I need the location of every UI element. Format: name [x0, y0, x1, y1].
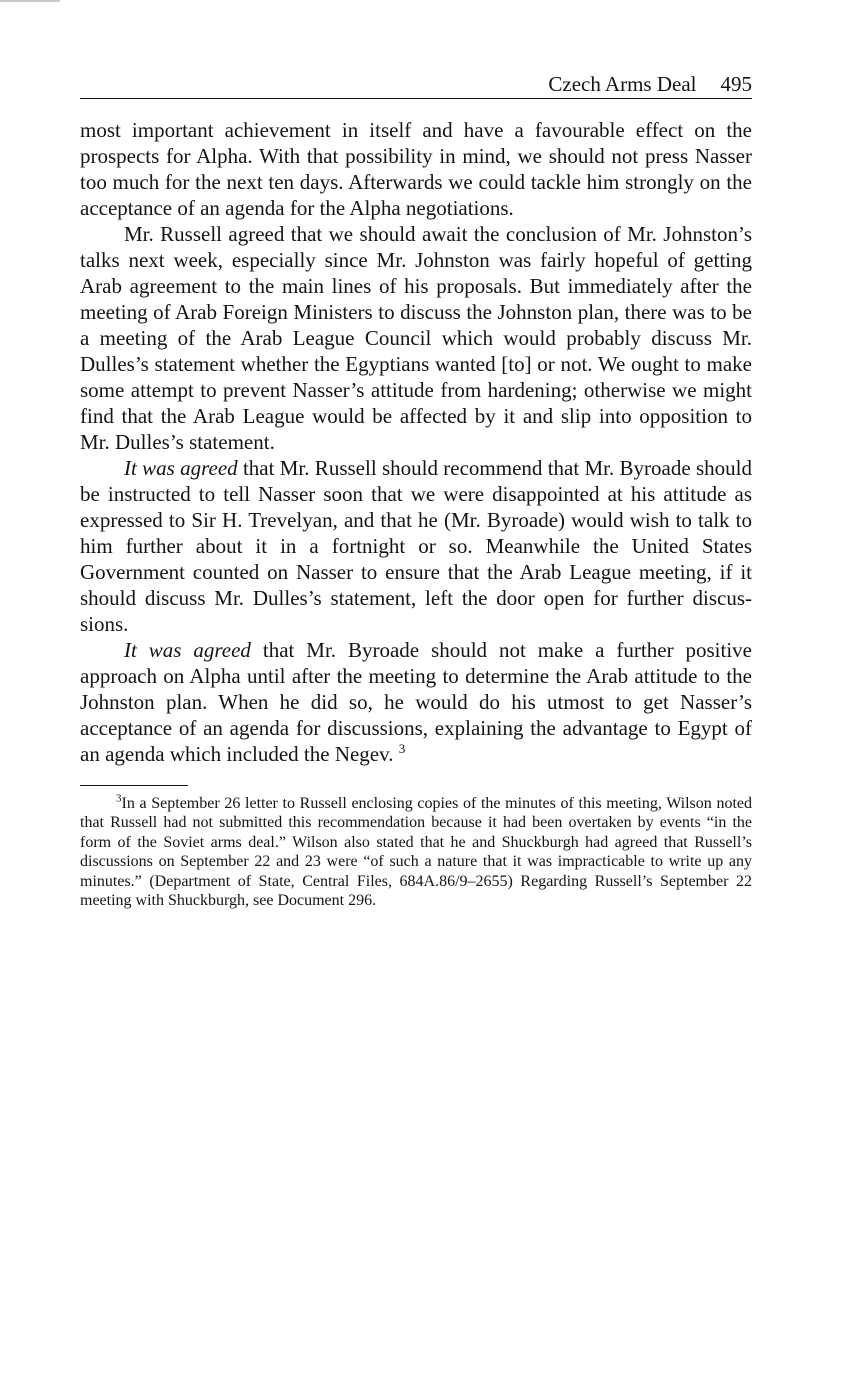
- footnote: [80, 794, 752, 910]
- paragraph-text: that Mr. Byroade should not make a further positive approach on Alpha until after the meeting to determine the Arab attitude to the Johnston plan. When he did so, he would do his utmost to get Nasser’s acceptance of an agenda for discussions, explaining the advantage to Egypt of an agenda which included the Negev.: [80, 638, 752, 766]
- running-header: [80, 70, 752, 99]
- footnote-marker: 3: [116, 792, 122, 805]
- page-body: [80, 117, 752, 910]
- italic-lead: It was agreed: [124, 638, 251, 662]
- paragraph-4: [80, 637, 752, 767]
- footnote-reference: 3: [398, 741, 406, 756]
- footnote-rule: [80, 785, 188, 786]
- paragraph-text: that Mr. Russell should recommend that Mr. Byroade should be instructed to tell Nasser soon that we were disappointed at his attitude as expressed to Sir H. Trevelyan, and that he (Mr. Byroade) would wish to talk to him further about it in a fortnight or so. Meanwhile the United States Government counted on Nasser to ensure that the Arab League meeting, if it should discuss Mr. Dulles’s statement, left the door open for further discussions.: [80, 456, 752, 636]
- italic-lead: It was agreed: [124, 456, 238, 480]
- page-number: 495: [720, 72, 752, 96]
- scan-edge-mark: [0, 0, 60, 2]
- paragraph-1: [80, 117, 752, 221]
- paragraph-text: Mr. Russell agreed that we should await the conclusion of Mr. Johnston’s talks next week, especially since Mr. Johnston was fairly hopeful of getting Arab agreement to the main lines of his proposals. But immediately after the meeting of Arab Foreign Ministers to discuss the Johnston plan, there was to be a meeting of the Arab League Council which would probably discuss Mr. Dulles’s statement whether the Egyptians wanted [to] or not. We ought to make some attempt to prevent Nasser’s attitude from hardening; otherwise we might find that the Arab League would be affected by it and slip into opposition to Mr. Dulles’s statement.: [80, 222, 752, 454]
- footnote-text: In a September 26 letter to Russell enclosing copies of the minutes of this meeting, Wilson noted that Russell had not submitted this recommendation because it had been overtaken by events “in the form of the Soviet arms deal.” Wilson also stated that he and Shuckburgh had agreed that Russell’s discussions on September 22 and 23 were “of such a nature that it was impracticable to write up any minutes.” (Department of State, Central Files, 684A.86/9–2655) Regarding Russell’s September 22 meeting with Shuckburgh, see Document 296.: [80, 795, 752, 910]
- paragraph-2: [80, 221, 752, 455]
- paragraph-3: [80, 455, 752, 637]
- paragraph-text: most important achievement in itself and have a favourable effect on the prospects for Alpha. With that possibility in mind, we should not press Nasser too much for the next ten days. Afterwards we could tackle him strongly on the acceptance of an agenda for the Alpha negotiations.: [80, 118, 752, 220]
- chapter-title: Czech Arms Deal: [548, 72, 697, 96]
